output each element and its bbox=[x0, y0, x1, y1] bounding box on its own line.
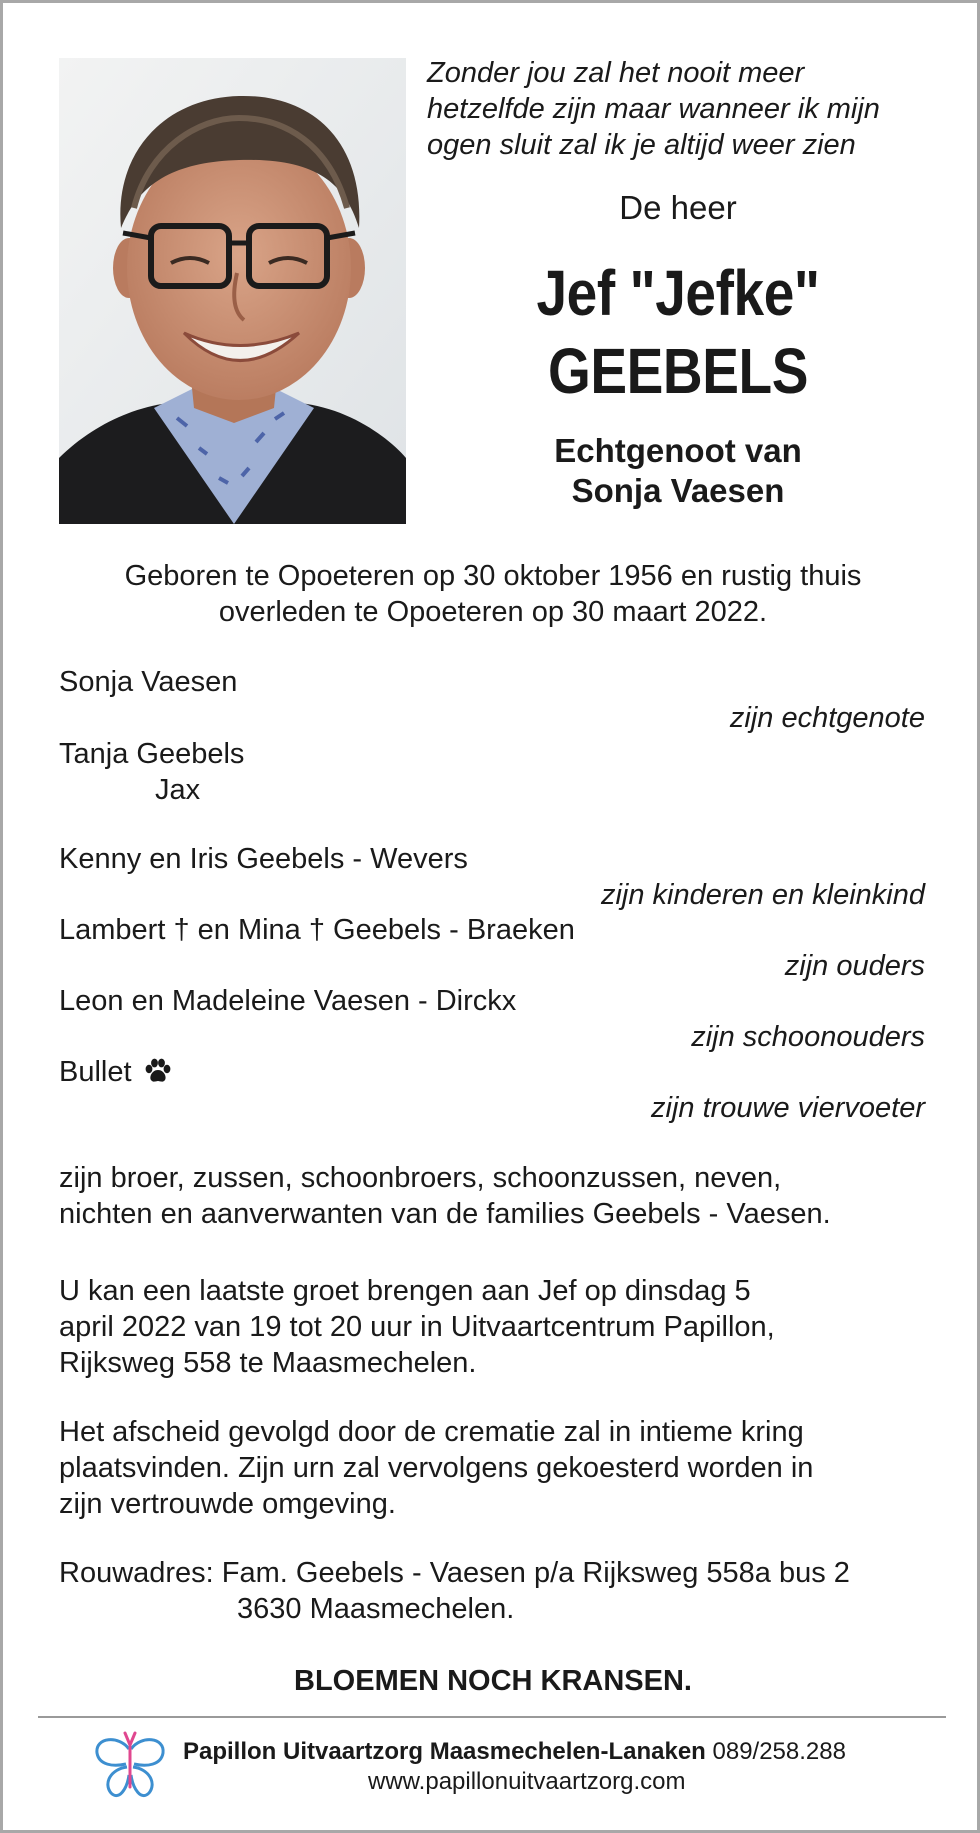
family-grandchild: Jax bbox=[155, 774, 201, 806]
text-line: april 2022 van 19 tot 20 uur in Uitvaartcentrum Papillon, bbox=[59, 1311, 775, 1343]
farewell-paragraph bbox=[59, 1414, 939, 1522]
birth-death-info bbox=[43, 558, 943, 630]
role-children: zijn kinderen en kleinkind bbox=[600, 879, 925, 911]
pet-name: Bullet bbox=[59, 1056, 132, 1088]
portrait-photo bbox=[59, 58, 406, 524]
funeral-home-info bbox=[183, 1737, 933, 1797]
surname-line: GEEBELS bbox=[547, 335, 809, 407]
address-line: 3630 Maasmechelen. bbox=[237, 1593, 515, 1625]
title-block bbox=[433, 188, 923, 511]
spouse-line: Echtgenoot van bbox=[554, 432, 802, 469]
text-line: zijn vertrouwde omgeving. bbox=[59, 1488, 396, 1520]
closing-notice: BLOEMEN NOCH KRANSEN. bbox=[294, 1665, 692, 1697]
butterfly-logo-icon bbox=[91, 1731, 169, 1808]
salutation: De heer bbox=[619, 189, 737, 226]
phone-number: 089/258.288 bbox=[712, 1738, 846, 1765]
role-parents: zijn ouders bbox=[784, 950, 925, 982]
company-name: Papillon Uitvaartzorg Maasmechelen-Lanaken bbox=[183, 1738, 706, 1765]
family-inlaws: Leon en Madeleine Vaesen - Dirckx bbox=[59, 985, 517, 1017]
birth-line: Geboren te Opoeteren op 30 oktober 1956 en rustig thuis bbox=[124, 560, 862, 592]
death-line: overleden te Opoeteren op 30 maart 2022. bbox=[218, 596, 768, 628]
spouse-heading bbox=[433, 431, 923, 511]
text-line: Rijksweg 558 te Maasmechelen. bbox=[59, 1347, 477, 1379]
text-line: plaatsvinden. Zijn urn zal vervolgens gekoesterd worden in bbox=[59, 1452, 814, 1484]
family-child: Kenny en Iris Geebels - Wevers bbox=[59, 843, 468, 875]
paw-icon bbox=[144, 1057, 172, 1093]
role-inlaws: zijn schoonouders bbox=[691, 1021, 925, 1053]
website-link[interactable]: www.papillonuitvaartzorg.com bbox=[368, 1768, 686, 1795]
text-line: zijn broer, zussen, schoonbroers, schoonzussen, neven, bbox=[59, 1162, 782, 1194]
text-line: U kan een laatste groet brengen aan Jef op dinsdag 5 bbox=[59, 1275, 751, 1307]
name-line: Jef "Jefke" bbox=[536, 257, 820, 329]
text-line: Het afscheid gevolgd door de crematie zal in intieme kring bbox=[59, 1416, 804, 1448]
family-pet bbox=[59, 1054, 925, 1093]
family-spouse: Sonja Vaesen bbox=[59, 666, 238, 698]
quote-line: ogen sluit zal ik je altijd weer zien bbox=[427, 129, 856, 161]
family-parents: Lambert † en Mina † Geebels - Braeken bbox=[59, 914, 575, 946]
footer-line bbox=[183, 1737, 933, 1767]
footer-divider bbox=[38, 1716, 946, 1718]
family-child: Tanja Geebels bbox=[59, 738, 245, 770]
quote-line: hetzelfde zijn maar wanneer ik mijn bbox=[427, 93, 880, 125]
memorial-quote bbox=[427, 55, 947, 163]
text-line: nichten en aanverwanten van de families Geebels - Vaesen. bbox=[59, 1198, 831, 1230]
role-spouse: zijn echtgenote bbox=[729, 702, 925, 734]
quote-line: Zonder jou zal het nooit meer bbox=[427, 57, 805, 89]
relatives-paragraph bbox=[59, 1160, 939, 1232]
role-pet: zijn trouwe viervoeter bbox=[651, 1092, 925, 1124]
mourning-address bbox=[59, 1555, 939, 1627]
address-line: Rouwadres: Fam. Geebels - Vaesen p/a Rijksweg 558a bus 2 bbox=[59, 1557, 850, 1589]
spouse-name-line: Sonja Vaesen bbox=[571, 472, 785, 509]
deceased-name bbox=[467, 254, 888, 410]
visitation-paragraph bbox=[59, 1273, 939, 1381]
